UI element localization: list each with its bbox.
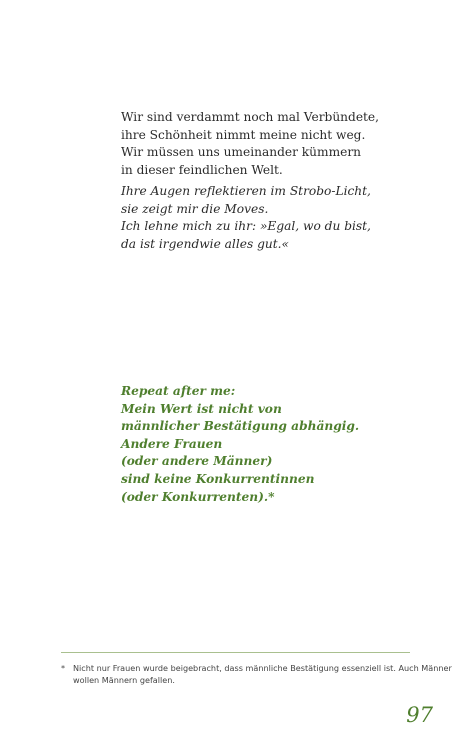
stanza-1 bbox=[121, 109, 379, 179]
poem-line: da ist irgendwie alles gut.« bbox=[121, 236, 289, 251]
footnote-divider bbox=[61, 652, 410, 653]
poem-line: Repeat after me: bbox=[121, 384, 236, 398]
poem-line: Ich lehne mich zu ihr: »Egal, wo du bist, bbox=[121, 219, 371, 233]
poem-line: Andere Frauen bbox=[121, 436, 223, 451]
footnote-line: wollen Männern gefallen. bbox=[73, 674, 175, 685]
stanza-3-highlight bbox=[121, 383, 359, 506]
poem-line: sie zeigt mir die Moves. bbox=[121, 201, 269, 216]
poem-line: (oder Konkurrenten).* bbox=[121, 489, 275, 504]
poem-line: Wir sind verdammt noch mal Verbündete, bbox=[121, 110, 380, 124]
poem-line: sind keine Konkurrentinnen bbox=[121, 471, 315, 486]
poem-line: ihre Schönheit nimmt meine nicht weg. bbox=[121, 127, 366, 142]
poem-line: (oder andere Männer) bbox=[121, 454, 273, 469]
footnote-marker: * bbox=[61, 663, 66, 673]
poem-line: in dieser feindlichen Welt. bbox=[121, 162, 283, 177]
poem-line: Ihre Augen reflektieren im Strobo-Licht, bbox=[121, 184, 371, 198]
page-number: 97 bbox=[406, 703, 433, 727]
poem-line: männlicher Bestätigung abhängig. bbox=[121, 419, 360, 434]
footnote bbox=[61, 663, 452, 686]
poem-line: Wir müssen uns umeinander kümmern bbox=[121, 145, 362, 159]
poem-line: Mein Wert ist nicht von bbox=[121, 401, 282, 416]
footnote-line: Nicht nur Frauen wurde beigebracht, dass männliche Bestätigung essenziell ist. Auch Männer bbox=[73, 663, 452, 673]
stanza-2 bbox=[121, 183, 371, 253]
